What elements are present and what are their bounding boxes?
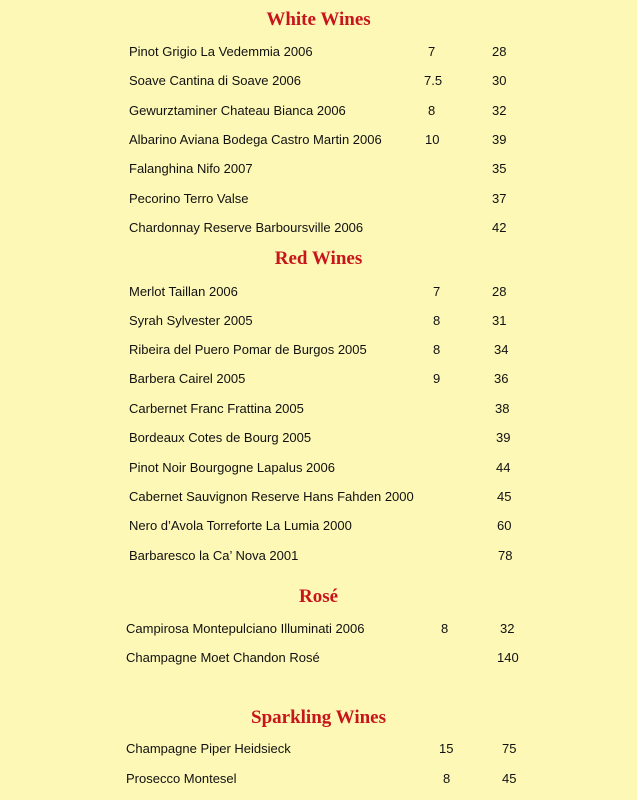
wine-row xyxy=(0,191,637,211)
bottle-price: 35 xyxy=(492,161,507,176)
bottle-price: 28 xyxy=(492,284,507,299)
wine-name: Merlot Taillan 2006 xyxy=(129,284,238,299)
glass-price: 8 xyxy=(433,342,441,357)
wine-row xyxy=(0,489,637,509)
bottle-price: 36 xyxy=(494,371,509,386)
wine-name: Chardonnay Reserve Barboursville 2006 xyxy=(129,220,364,235)
glass-price: 7.5 xyxy=(424,73,443,88)
glass-price: 8 xyxy=(433,313,441,328)
wine-name: Cabernet Sauvignon Reserve Hans Fahden 2000 xyxy=(129,489,414,504)
wine-row xyxy=(0,650,637,670)
bottle-price: 140 xyxy=(497,650,519,665)
wine-row xyxy=(0,741,637,761)
bottle-price: 38 xyxy=(495,401,510,416)
wine-name: Carbernet Franc Frattina 2005 xyxy=(129,401,304,416)
wine-name: Gewurztaminer Chateau Bianca 2006 xyxy=(129,103,346,118)
wine-name: Barbera Cairel 2005 xyxy=(129,371,246,386)
sparkling-wines-heading: Sparkling Wines xyxy=(251,707,386,728)
bottle-price: 37 xyxy=(492,191,507,206)
wine-name: Prosecco Montesel xyxy=(126,771,237,786)
bottle-price: 34 xyxy=(494,342,509,357)
glass-price: 7 xyxy=(433,284,441,299)
white-wines-heading: White Wines xyxy=(266,9,371,30)
wine-row xyxy=(0,401,637,421)
bottle-price: 39 xyxy=(496,430,511,445)
glass-price: 10 xyxy=(425,132,440,147)
wine-name: Syrah Sylvester 2005 xyxy=(129,313,253,328)
wine-name: Campirosa Montepulciano Illuminati 2006 xyxy=(126,621,365,636)
wine-row xyxy=(0,342,637,362)
glass-price: 15 xyxy=(439,741,454,756)
bottle-price: 30 xyxy=(492,73,507,88)
wine-name: Albarino Aviana Bodega Castro Martin 2006 xyxy=(129,132,382,147)
bottle-price: 44 xyxy=(496,460,511,475)
wine-row xyxy=(0,103,637,123)
bottle-price: 45 xyxy=(502,771,517,786)
bottle-price: 42 xyxy=(492,220,507,235)
wine-row xyxy=(0,518,637,538)
wine-name: Barbaresco la Ca’ Nova 2001 xyxy=(129,548,299,563)
bottle-price: 31 xyxy=(492,313,507,328)
glass-price: 7 xyxy=(428,44,436,59)
wine-name: Pinot Noir Bourgogne Lapalus 2006 xyxy=(129,460,335,475)
wine-row xyxy=(0,220,637,240)
bottle-price: 75 xyxy=(502,741,517,756)
wine-row xyxy=(0,621,637,641)
wine-name: Ribeira del Puero Pomar de Burgos 2005 xyxy=(129,342,367,357)
wine-name: Champagne Piper Heidsieck xyxy=(126,741,291,756)
bottle-price: 60 xyxy=(497,518,512,533)
bottle-price: 39 xyxy=(492,132,507,147)
wine-row xyxy=(0,44,637,64)
glass-price: 8 xyxy=(441,621,449,636)
wine-row xyxy=(0,548,637,568)
wine-name: Champagne Moet Chandon Rosé xyxy=(126,650,320,665)
wine-row xyxy=(0,73,637,93)
wine-row xyxy=(0,132,637,152)
glass-price: 9 xyxy=(433,371,441,386)
bottle-price: 28 xyxy=(492,44,507,59)
wine-row xyxy=(0,771,637,791)
wine-name: Soave Cantina di Soave 2006 xyxy=(129,73,302,88)
wine-row xyxy=(0,371,637,391)
wine-name: Pinot Grigio La Vedemmia 2006 xyxy=(129,44,313,59)
wine-name: Nero d’Avola Torreforte La Lumia 2000 xyxy=(129,518,352,533)
wine-name: Pecorino Terro Valse xyxy=(129,191,249,206)
wine-row xyxy=(0,460,637,480)
glass-price: 8 xyxy=(443,771,451,786)
wine-row xyxy=(0,430,637,450)
bottle-price: 45 xyxy=(497,489,512,504)
rose-heading: Rosé xyxy=(298,586,339,607)
glass-price: 8 xyxy=(428,103,436,118)
wine-name: Falanghina Nifo 2007 xyxy=(129,161,253,176)
bottle-price: 32 xyxy=(500,621,515,636)
bottle-price: 78 xyxy=(498,548,513,563)
red-wines-heading: Red Wines xyxy=(274,248,363,269)
bottle-price: 32 xyxy=(492,103,507,118)
wine-row xyxy=(0,313,637,333)
wine-row xyxy=(0,161,637,181)
wine-row xyxy=(0,284,637,304)
wine-name: Bordeaux Cotes de Bourg 2005 xyxy=(129,430,312,445)
